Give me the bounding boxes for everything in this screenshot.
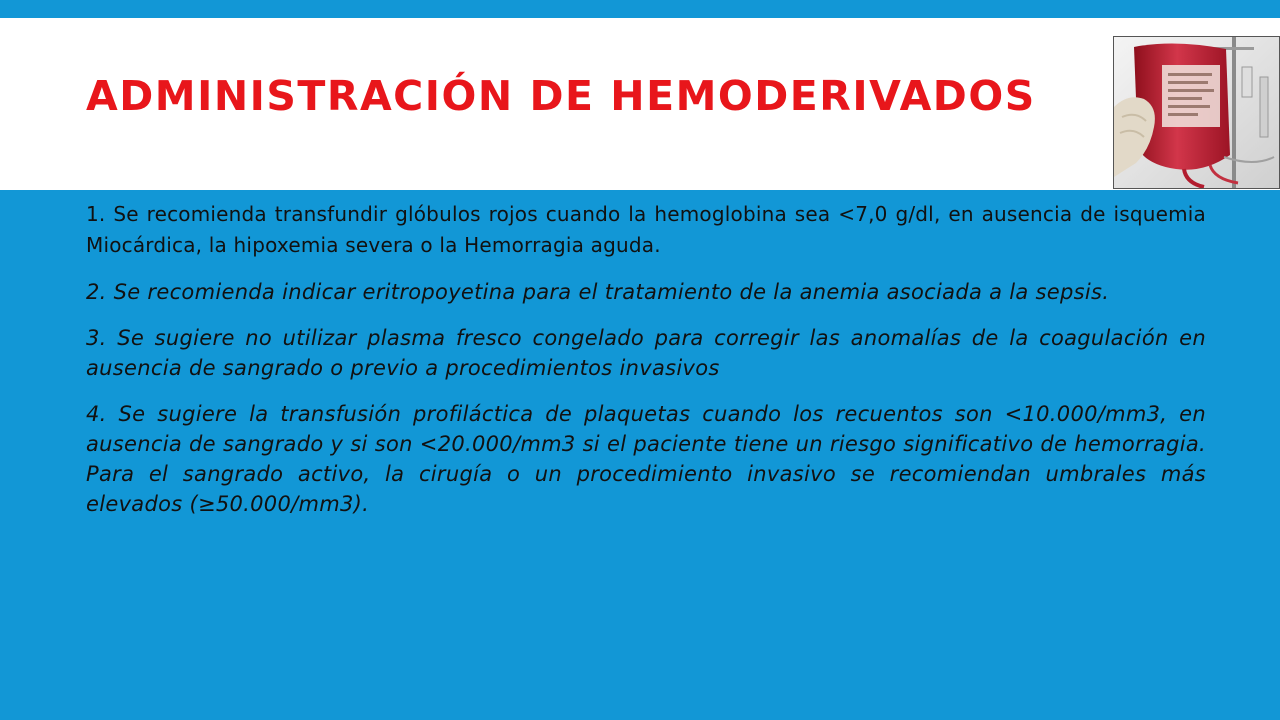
paragraph-4: 4. Se sugiere la transfusión profiláctica de plaquetas cuando los recuentos son <10.000/mm3, en ausencia de sangrado y si son <20.000/mm3 si el paciente tiene un riesgo significativo de hemorragia. Para el sangrado activo, la cirugía o un procedimiento invasivo se recomiendan umbrales más elevados (≥50.000/mm3).: [86, 402, 1206, 516]
slide-title: ADMINISTRACIÓN DE HEMODERIVADOS: [86, 72, 1036, 120]
blood-bag-photo: [1113, 36, 1280, 189]
slide-body: [86, 199, 1206, 535]
paragraph-2: 2. Se recomienda indicar eritropoyetina para el tratamiento de la anemia asociada a la sepsis.: [86, 280, 1110, 304]
paragraph-1: 1. Se recomienda transfundir glóbulos rojos cuando la hemoglobina sea <7,0 g/dl, en ausencia de isquemia Miocárdica, la hipoxemia severa o la Hemorragia aguda.: [86, 202, 1206, 257]
paragraph-3: 3. Se sugiere no utilizar plasma fresco congelado para corregir las anomalías de la coagulación en ausencia de sangrado o previo a procedimientos invasivos: [86, 326, 1206, 380]
